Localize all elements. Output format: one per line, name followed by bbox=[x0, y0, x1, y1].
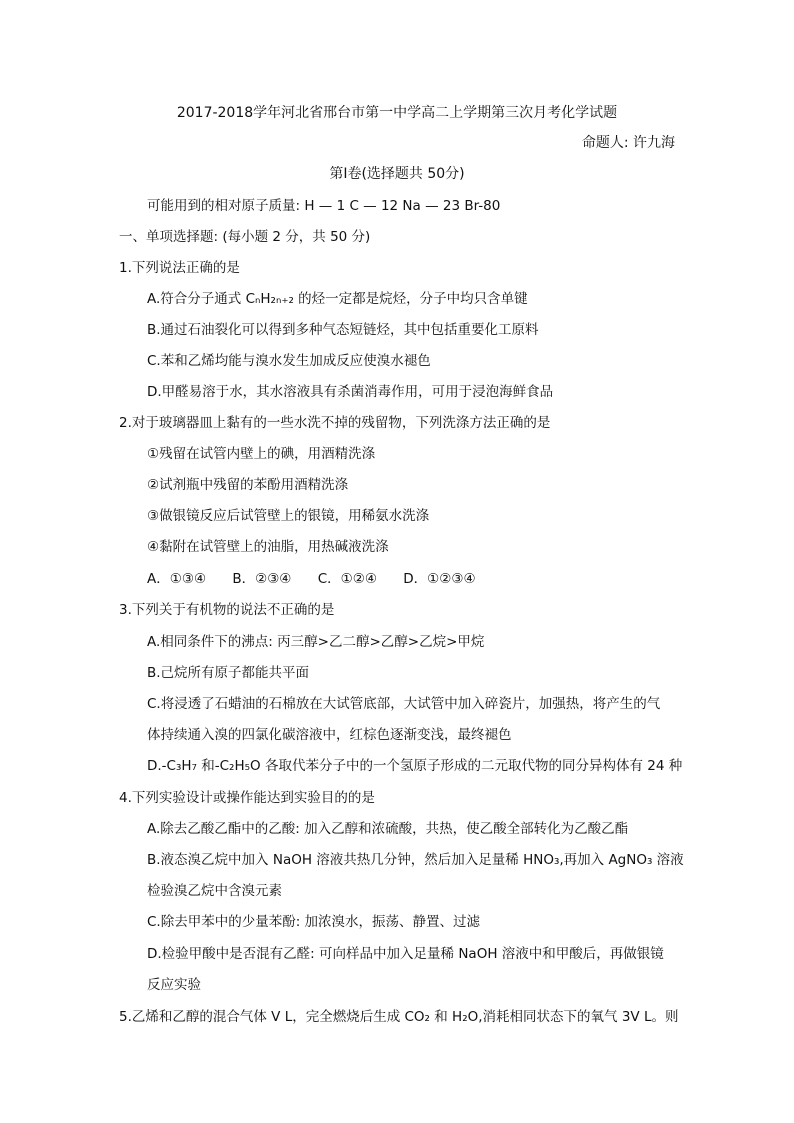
question-1-option-d: D.甲醛易溶于水，其水溶液具有杀菌消毒作用，可用于浸泡海鲜食品 bbox=[147, 384, 554, 400]
question-3-option-a: A.相同条件下的沸点: 丙三醇>乙二醇>乙醇>乙烷>甲烷 bbox=[147, 634, 485, 650]
exam-title: 2017-2018学年河北省邢台市第一中学高二上学期第三次月考化学试题 bbox=[176, 105, 618, 121]
question-2-item-1: ①残留在试管内壁上的碘，用酒精洗涤 bbox=[147, 446, 376, 462]
section-heading: 第Ⅰ卷(选择题共 50分) bbox=[329, 166, 465, 182]
question-4-option-b-line-2: 检验溴乙烷中含溴元素 bbox=[147, 883, 282, 899]
question-2-stem: 2.对于玻璃器皿上黏有的一些水洗不掉的残留物，下列洗涤方法正确的是 bbox=[119, 415, 551, 431]
question-5-stem: 5.乙烯和乙醇的混合气体 V L，完全燃烧后生成 CO₂ 和 H₂O,消耗相同状态下的氧气 3V L。则 bbox=[119, 1009, 679, 1025]
question-1-option-a: A.符合分子通式 CₙH₂ₙ₊₂ 的烃一定都是烷烃，分子中均只含单键 bbox=[147, 291, 528, 307]
question-2-choices bbox=[147, 569, 498, 589]
author-line: 命题人: 许九海 bbox=[581, 135, 675, 151]
question-2-choice-a: A．①③④ bbox=[147, 571, 207, 587]
question-2-choice-b: B．②③④ bbox=[232, 571, 292, 587]
atomic-masses-line: 可能用到的相对原子质量: H — 1 C — 12 Na — 23 Br-80 bbox=[147, 198, 501, 214]
question-4-stem: 4.下列实验设计或操作能达到实验目的的是 bbox=[119, 790, 375, 806]
part-title: 一、单项选择题: (每小题 2 分，共 50 分) bbox=[119, 229, 371, 245]
question-4-option-c: C.除去甲苯中的少量苯酚: 加浓溴水，振荡、静置、过滤 bbox=[147, 914, 481, 930]
question-1-option-b: B.通过石油裂化可以得到多种气态短链烃，其中包括重要化工原料 bbox=[147, 322, 539, 338]
question-2-item-3: ③做银镜反应后试管壁上的银镜，用稀氨水洗涤 bbox=[147, 508, 430, 524]
question-4-option-a: A.除去乙酸乙酯中的乙酸: 加入乙醇和浓硫酸，共热，使乙酸全部转化为乙酸乙酯 bbox=[147, 821, 629, 837]
question-3-stem: 3.下列关于有机物的说法不正确的是 bbox=[119, 602, 335, 618]
question-2-choice-c: C．①②④ bbox=[317, 571, 377, 587]
question-4-option-b-line-1: B.液态溴乙烷中加入 NaOH 溶液共热几分钟，然后加入足量稀 HNO₃,再加入 AgNO₃ 溶液 bbox=[147, 852, 684, 868]
question-2-item-2: ②试剂瓶中残留的苯酚用酒精洗涤 bbox=[147, 477, 349, 493]
question-3-option-c-line-1: C.将浸透了石蜡油的石棉放在大试管底部，大试管中加入碎瓷片，加强热，将产生的气 bbox=[147, 696, 661, 712]
question-1-stem: 1.下列说法正确的是 bbox=[119, 260, 240, 276]
question-4-option-d-line-2: 反应实验 bbox=[147, 977, 201, 993]
question-1-option-c: C.苯和乙烯均能与溴水发生加成反应使溴水褪色 bbox=[147, 353, 431, 369]
question-4-option-d-line-1: D.检验甲酸中是否混有乙醛: 可向样品中加入足量稀 NaOH 溶液中和甲酸后，再做银镜 bbox=[147, 946, 664, 962]
question-2-item-4: ④黏附在试管壁上的油脂，用热碱液洗涤 bbox=[147, 539, 389, 555]
question-3-option-c-line-2: 体持续通入溴的四氯化碳溶液中，红棕色逐渐变浅，最终褪色 bbox=[147, 727, 512, 743]
question-2-choice-d: D．①②③④ bbox=[403, 571, 476, 587]
question-3-option-b: B.己烷所有原子都能共平面 bbox=[147, 665, 310, 681]
question-3-option-d: D.-C₃H₇ 和-C₂H₅O 各取代苯分子中的一个氢原子形成的二元取代物的同分异构体有 24 种 bbox=[147, 758, 683, 774]
